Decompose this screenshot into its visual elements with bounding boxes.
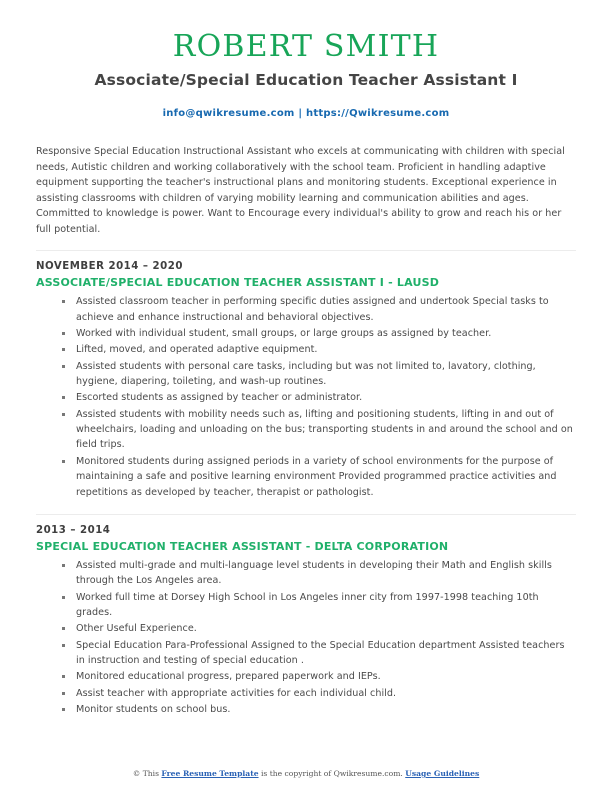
footer-middle: is the copyright of Qwikresume.com. — [258, 769, 406, 778]
list-item: Assisted students with mobility needs such as, lifting and positioning students, lifting in and out of wheelchairs, loading and unloading on the bus; transporting students in and around the school and on field trips. — [62, 407, 576, 453]
list-item: Monitor students on school bus. — [62, 702, 576, 717]
section-divider — [36, 514, 576, 515]
list-item: Escorted students as assigned by teacher or administrator. — [62, 390, 576, 405]
list-item: Monitored students during assigned periods in a variety of school environments for the purpose of maintaining a safe and positive learning environment Provided programmed practice activities and repetitions as developed by teacher, therapist or pathologist. — [62, 454, 576, 500]
list-item: Worked with individual student, small groups, or large groups as assigned by teacher. — [62, 326, 576, 341]
experience-section-1 — [36, 501, 576, 718]
experience-title-0: ASSOCIATE/SPECIAL EDUCATION TEACHER ASSISTANT I - LAUSD — [36, 276, 440, 290]
list-item: Assisted classroom teacher in performing specific duties assigned and undertook Special tasks to achieve and enhance instructional and behavioral objectives. — [62, 294, 576, 325]
experience-section-0 — [36, 237, 576, 500]
list-item: Lifted, moved, and operated adaptive equipment. — [62, 342, 576, 357]
experience-bullets-1 — [36, 558, 576, 717]
list-item: Special Education Para-Professional Assigned to the Special Education department Assisted teachers in instruction and testing of special education . — [62, 638, 576, 669]
section-divider — [36, 250, 576, 251]
experience-title-1: SPECIAL EDUCATION TEACHER ASSISTANT - DELTA CORPORATION — [36, 539, 449, 553]
list-item: Assisted multi-grade and multi-language level students in developing their Math and English skills through the Los Angeles area. — [62, 558, 576, 589]
list-item: Worked full time at Dorsey High School in Los Angeles inner city from 1997-1998 teaching 10th grades. — [62, 590, 576, 621]
footer-usage-guidelines-link[interactable]: Usage Guidelines — [405, 769, 480, 778]
experience-bullets-0 — [36, 294, 576, 499]
professional-summary: Responsive Special Education Instructional Assistant who excels at communicating with children with special needs, Autistic children and working collaboratively with the school team. Proficient in handling adaptive equipment supporting the teacher's instructional plans and monitoring students. Exceptional experience in assisting classrooms with children of varying mobility learning and communication abilities and ages. Committed to knowledge is power. Want to Encourage every individual's ability to grow and reach his or her full potential. — [36, 146, 565, 235]
list-item: Monitored educational progress, prepared paperwork and IEPs. — [62, 669, 576, 684]
experience-date-1: 2013 – 2014 — [36, 524, 111, 536]
list-item: Assist teacher with appropriate activities for each individual child. — [62, 686, 576, 701]
contact-line[interactable]: info@qwikresume.com | https://Qwikresume.com — [162, 108, 450, 120]
footer-template-link[interactable]: Free Resume Template — [161, 769, 259, 778]
resume-header — [36, 0, 576, 119]
list-item: Other Useful Experience. — [62, 621, 576, 636]
layout-spacer — [36, 718, 576, 792]
experience-date-0: NOVEMBER 2014 – 2020 — [36, 261, 183, 273]
list-item: Assisted students with personal care tasks, including but was not limited to, lavatory, clothing, hygiene, diapering, toileting, and wash-up routines. — [62, 359, 576, 390]
candidate-name: ROBERT SMITH — [172, 29, 440, 64]
footer-prefix: © This — [132, 769, 162, 778]
candidate-job-title: Associate/Special Education Teacher Assistant I — [94, 70, 518, 89]
page-footer — [0, 769, 612, 778]
